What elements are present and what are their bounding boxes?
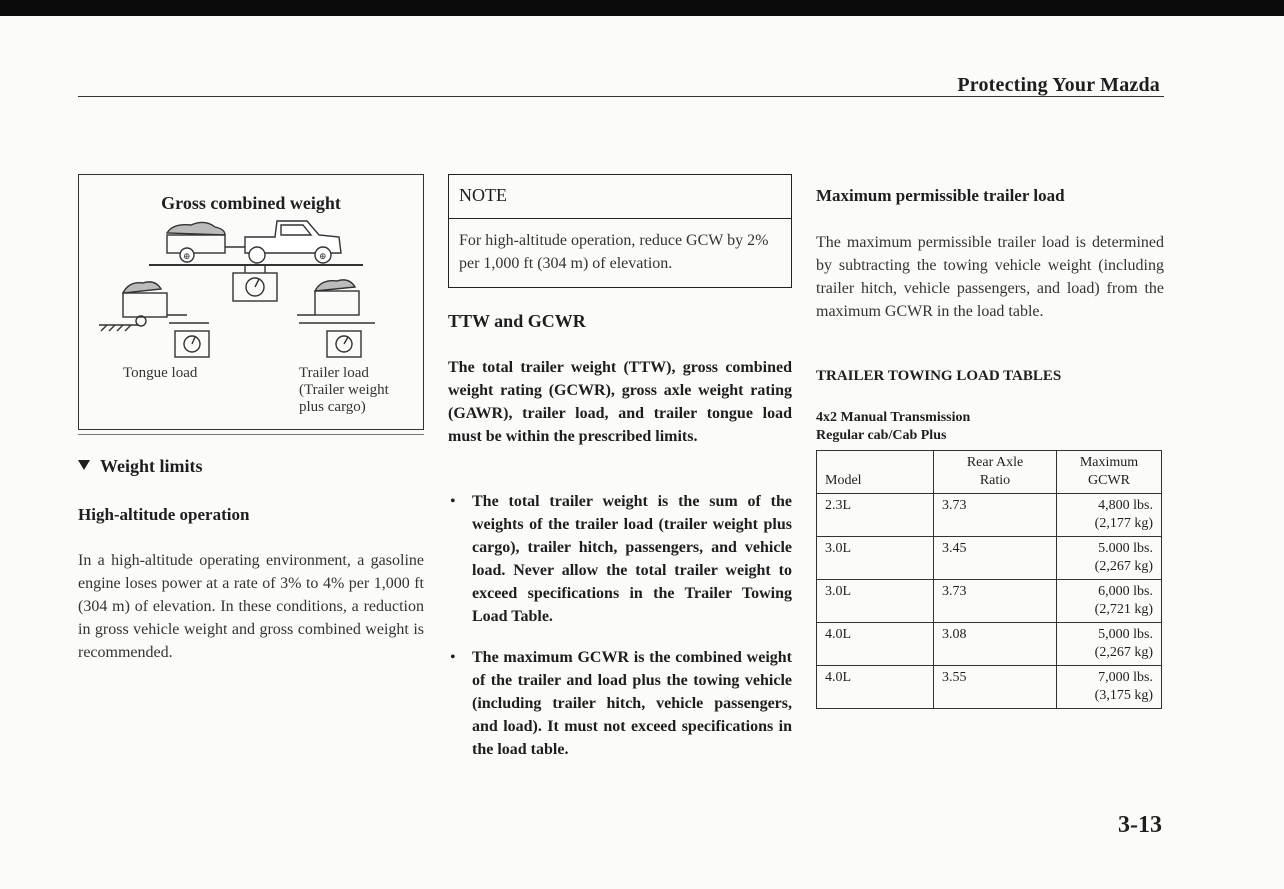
cell-ratio: 3.73 [934, 494, 1057, 537]
trailer-load-table [816, 450, 1162, 709]
transmission-subheading: 4x2 Manual Transmission [816, 410, 971, 425]
cell-model: 3.0L [817, 580, 934, 623]
gcwr-lbs: 5.000 lbs. [1098, 541, 1153, 556]
header-line: Maximum [1079, 455, 1139, 470]
ttw-bullet-list [448, 490, 792, 779]
page-number: 3-13 [1118, 812, 1162, 838]
table-row [817, 494, 1162, 537]
table-row [817, 623, 1162, 666]
cell-gcwr [1057, 666, 1162, 709]
weight-limits-heading [78, 456, 424, 477]
note-box [448, 174, 792, 288]
trailer-load-caption-line: Trailer load [299, 365, 369, 381]
page-header-title: Protecting Your Mazda [957, 74, 1160, 96]
gcwr-lbs: 4,800 lbs. [1098, 498, 1153, 513]
trailer-load-caption-line: plus cargo) [299, 399, 366, 415]
cell-model: 3.0L [817, 537, 934, 580]
header-line: GCWR [1088, 473, 1130, 488]
tongue-load-caption: Tongue load [123, 365, 198, 381]
cell-ratio: 3.08 [934, 623, 1057, 666]
triangle-bullet-icon [78, 460, 90, 470]
cell-model: 4.0L [817, 623, 934, 666]
weight-limits-heading-text: Weight limits [100, 456, 203, 476]
gcwr-lbs: 7,000 lbs. [1098, 670, 1153, 685]
header-rule [78, 96, 1164, 97]
gcwr-lbs: 6,000 lbs. [1098, 584, 1153, 599]
bullet-dot-icon: • [450, 493, 456, 510]
cell-ratio: 3.55 [934, 666, 1057, 709]
max-trailer-load-heading: Maximum permissible trailer load [816, 186, 1065, 205]
table-header-row [817, 451, 1162, 494]
list-item-text: The total trailer weight is the sum of the weights of the trailer load (trailer weight plus cargo), trailer hitch, passengers, and vehicle load. Never allow the total trailer weight to exceed specifications in the Trailer Towing Load Table. [472, 493, 792, 625]
ttw-gcwr-paragraph: The total trailer weight (TTW), gross combined weight rating (GCWR), gross axle weight rating (GAWR), trailer load, and trailer tongue load must be within the prescribed limits. [448, 359, 792, 445]
gcwr-kg: (2,721 kg) [1094, 602, 1153, 617]
column-header-ratio [934, 451, 1057, 494]
bullet-dot-icon: • [450, 649, 456, 666]
column-header-gcwr [1057, 451, 1162, 494]
column-header-model [817, 451, 934, 494]
gcwr-kg: (2,177 kg) [1094, 516, 1153, 531]
header-line: Rear Axle [966, 455, 1024, 470]
trailer-load-caption-line: (Trailer weight [299, 382, 389, 398]
cell-ratio: 3.45 [934, 537, 1057, 580]
ttw-gcwr-heading: TTW and GCWR [448, 311, 586, 331]
table-row [817, 537, 1162, 580]
max-trailer-load-paragraph: The maximum permissible trailer load is determined by subtracting the towing vehicle weight (including trailer hitch, vehicle passengers, and load) from the maximum GCWR in the load table. [816, 234, 1164, 320]
gcwr-lbs: 5,000 lbs. [1098, 627, 1153, 642]
cell-gcwr [1057, 494, 1162, 537]
high-altitude-paragraph: In a high-altitude operating environment, a gasoline engine loses power at a rate of 3% to 4% per 1,000 ft (304 m) of elevation. In these conditions, a reduction in gross vehicle weight and gross combined weight is recommended. [78, 552, 424, 661]
cell-gcwr [1057, 623, 1162, 666]
header-line: Model [825, 473, 862, 488]
gross-combined-weight-figure [78, 174, 424, 430]
header-line: Ratio [979, 473, 1011, 488]
figure-rule [78, 434, 424, 435]
cell-ratio: 3.73 [934, 580, 1057, 623]
note-body: For high-altitude operation, reduce GCW by 2% per 1,000 ft (304 m) of elevation. [459, 232, 769, 272]
high-altitude-heading: High-altitude operation [78, 505, 250, 524]
cell-gcwr [1057, 580, 1162, 623]
table-row [817, 580, 1162, 623]
trailer-load-caption [299, 365, 419, 416]
svg-text:⊕: ⊕ [319, 251, 327, 261]
list-item [448, 646, 792, 761]
gcwr-kg: (2,267 kg) [1094, 559, 1153, 574]
cell-model: 2.3L [817, 494, 934, 537]
gcwr-kg: (3,175 kg) [1094, 688, 1153, 703]
cab-subheading: Regular cab/Cab Plus [816, 428, 947, 443]
tongue-load-scale [99, 282, 209, 357]
trailer-load-scale [297, 280, 375, 357]
gcwr-kg: (2,267 kg) [1094, 645, 1153, 660]
cell-model: 4.0L [817, 666, 934, 709]
note-heading: NOTE [449, 175, 791, 219]
list-item-text: The maximum GCWR is the combined weight of the trailer and load plus the towing vehicle (including trailer hitch, vehicle passengers, and load). It must not exceed specifications in the load table. [472, 649, 792, 758]
list-item [448, 490, 792, 628]
svg-text:⊕: ⊕ [183, 251, 191, 261]
table-row [817, 666, 1162, 709]
figure-title: Gross combined weight [161, 193, 341, 213]
cell-gcwr [1057, 537, 1162, 580]
load-tables-heading: TRAILER TOWING LOAD TABLES [816, 368, 1062, 384]
scan-top-edge [0, 0, 1284, 16]
